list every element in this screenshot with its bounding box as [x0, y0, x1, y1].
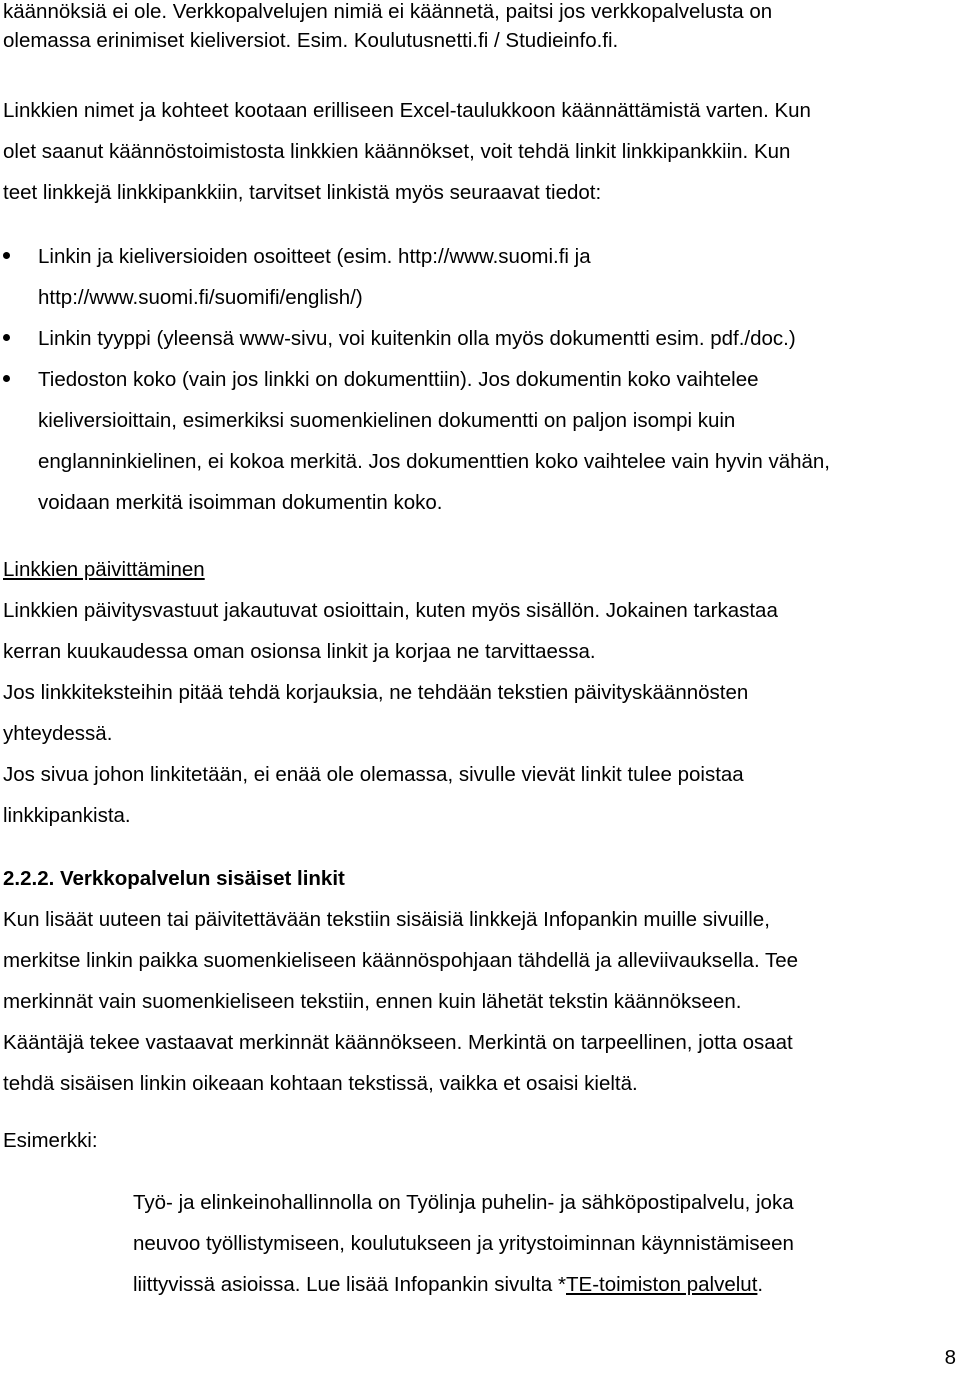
text-span: liittyvissä asioissa. Lue lisää Infopankin sivulta * — [133, 1273, 566, 1296]
section-internal-links — [3, 858, 798, 1104]
text-line: linkkipankista. — [3, 804, 131, 827]
text-line: neuvoo työllistymiseen, koulutukseen ja yritystoiminnan käynnistämiseen — [133, 1232, 794, 1255]
intro-paragraph — [3, 0, 772, 55]
list-item — [3, 318, 830, 359]
text-line: yhteydessä. — [3, 722, 113, 745]
bullet-icon — [3, 334, 10, 341]
text-line: voidaan merkitä isoimman dokumentin koko. — [38, 491, 443, 514]
section-heading: Linkkien päivittäminen — [3, 558, 205, 581]
text-line: olet saanut käännöstoimistosta linkkien käännökset, voit tehdä linkit linkkipankkiin. Kun — [3, 140, 791, 163]
text-line: Kääntäjä tekee vastaavat merkinnät käännökseen. Merkintä on tarpeellinen, jotta osaat — [3, 1031, 793, 1054]
bullet-icon — [3, 375, 10, 382]
example-quote — [3, 1182, 794, 1305]
bullet-list — [3, 236, 830, 523]
paragraph-links-collection — [3, 90, 811, 213]
text-line: Linkin tyyppi (yleensä www-sivu, voi kuitenkin olla myös dokumentti esim. pdf./doc.) — [38, 327, 796, 350]
section-link-updates — [3, 549, 778, 836]
text-line: englanninkielinen, ei kokoa merkitä. Jos dokumenttien koko vaihtelee vain hyvin vähän, — [38, 450, 831, 473]
text-line: Linkkien nimet ja kohteet kootaan erilliseen Excel-taulukkoon käännättämistä varten. Kun — [3, 99, 811, 122]
text-line: merkitse linkin paikka suomenkieliseen käännöspohjaan tähdellä ja alleviivauksella. Tee — [3, 949, 799, 972]
text-line: Tiedoston koko (vain jos linkki on dokumenttiin). Jos dokumentin koko vaihtelee — [38, 368, 759, 391]
text-line: olemassa erinimiset kieliversiot. Esim. Koulutusnetti.fi / Studieinfo.fi. — [3, 29, 619, 52]
text-span: . — [757, 1273, 764, 1296]
te-services-link[interactable]: TE-toimiston palvelut — [566, 1273, 758, 1296]
text-line: kieliversioittain, esimerkiksi suomenkielinen dokumentti on paljon isompi kuin — [38, 409, 736, 432]
text-line: Jos linkkiteksteihin pitää tehdä korjauksia, ne tehdään tekstien päivityskäännösten — [3, 681, 749, 704]
text-line: merkinnät vain suomenkieliseen tekstiin, ennen kuin lähetät tekstin käännökseen. — [3, 990, 742, 1013]
text-line — [133, 1264, 794, 1305]
page-number: 8 — [944, 1346, 956, 1369]
bullet-icon — [3, 252, 10, 259]
text-line: teet linkkejä linkkipankkiin, tarvitset linkistä myös seuraavat tiedot: — [3, 181, 602, 204]
text-line: Linkkien päivitysvastuut jakautuvat osioittain, kuten myös sisällön. Jokainen tarkastaa — [3, 599, 778, 622]
text-line: http://www.suomi.fi/suomifi/english/) — [38, 286, 363, 309]
text-line: Linkin ja kieliversioiden osoitteet (esim. http://www.suomi.fi ja — [38, 245, 591, 268]
example-label: Esimerkki: — [3, 1129, 98, 1152]
list-item — [3, 236, 830, 318]
list-item — [3, 359, 830, 523]
section-heading: 2.2.2. Verkkopalvelun sisäiset linkit — [3, 867, 345, 890]
text-line: kerran kuukaudessa oman osionsa linkit ja korjaa ne tarvittaessa. — [3, 640, 596, 663]
text-line: Jos sivua johon linkitetään, ei enää ole olemassa, sivulle vievät linkit tulee poistaa — [3, 763, 744, 786]
text-line: käännöksiä ei ole. Verkkopalvelujen nimiä ei käännetä, paitsi jos verkkopalvelusta on — [3, 0, 773, 23]
text-line: Kun lisäät uuteen tai päivitettävään tekstiin sisäisiä linkkejä Infopankin muille sivuille, — [3, 908, 770, 931]
text-line: tehdä sisäisen linkin oikeaan kohtaan tekstissä, vaikka et osaisi kieltä. — [3, 1072, 638, 1095]
text-line: Työ- ja elinkeinohallinnolla on Työlinja puhelin- ja sähköpostipalvelu, joka — [133, 1191, 794, 1214]
